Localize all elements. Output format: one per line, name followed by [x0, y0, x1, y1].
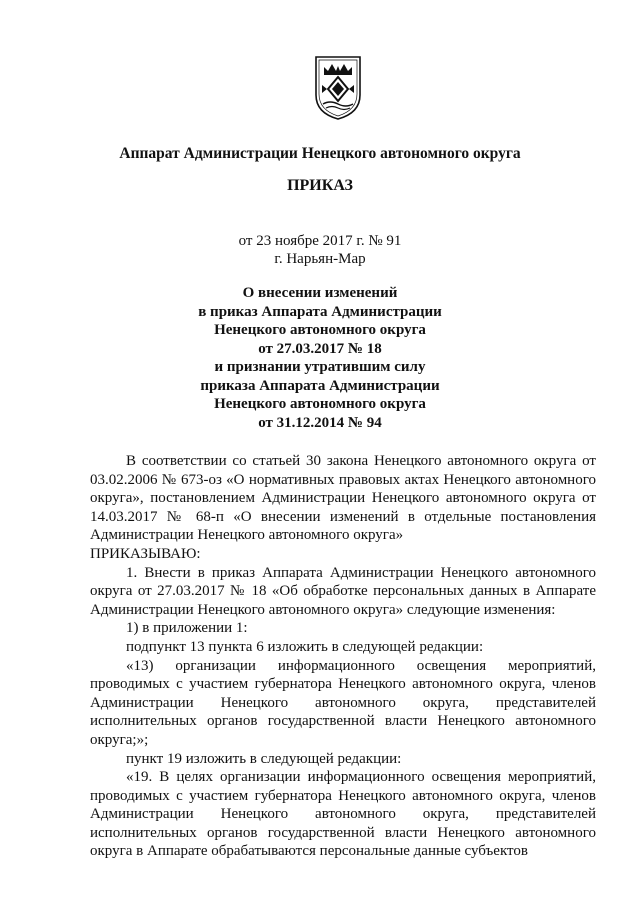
- subitem-13-instruction: подпункт 13 пункта 6 изложить в следующей редакции:: [126, 638, 484, 655]
- coat-of-arms-emblem: [313, 55, 363, 121]
- point-19-text: «19. В целях организации информационного освещения мероприятий, проводимых с участием губернатора Ненецкого автономного округа, членов Администрации Ненецкого автономного округа, представителей исполнительных органов государственной власти Ненецкого автономного округа в Аппарате обрабатываются персональные данные субъектов: [90, 769, 596, 860]
- title-line: Ненецкого автономного округа: [214, 322, 426, 338]
- title-line: в приказ Аппарата Администрации: [198, 303, 442, 320]
- document-title: [0, 284, 640, 432]
- point-19-instruction: пункт 19 изложить в следующей редакции:: [126, 750, 402, 767]
- title-line: от 27.03.2017 № 18: [258, 340, 382, 357]
- document-city: г. Нарьян-Мар: [274, 251, 366, 267]
- title-line: и признании утратившим силу: [214, 359, 426, 375]
- item-1-paragraph: 1. Внести в приказ Аппарата Администрации Ненецкого автономного округа от 27.03.2017 № 18 «Об обработке персональных данных в Аппарате Администрации Ненецкого автономного округа» следующие изменения:: [90, 564, 596, 618]
- title-line: О внесении изменений: [242, 285, 398, 301]
- order-word: ПРИКАЗЫВАЮ:: [90, 545, 201, 562]
- preamble-paragraph: В соответствии со статьей 30 закона Ненецкого автономного округа от 03.02.2006 № 673-оз «О нормативных правовых актах Ненецкого автономного округа», постановлением Администрации Ненецкого автономного округа от 14.03.2017 № 68-п «О внесении изменений в отдельные постановления Администрации Ненецкого автономного округа»: [90, 453, 596, 544]
- organization-heading: Аппарат Администрации Ненецкого автономного округа: [119, 145, 521, 162]
- title-line: от 31.12.2014 № 94: [258, 414, 382, 431]
- title-line: приказа Аппарата Администрации: [200, 377, 440, 394]
- subitem-1-paragraph: 1) в приложении 1:: [126, 620, 248, 637]
- document-date-number: от 23 ноябре 2017 г. № 91: [238, 233, 402, 249]
- title-line: Ненецкого автономного округа: [214, 396, 426, 412]
- document-type-heading: ПРИКАЗ: [287, 177, 353, 194]
- document-body: [90, 452, 596, 861]
- subitem-13-text: «13) организации информационного освещения мероприятий, проводимых с участием губернатора Ненецкого автономного округа, членов Администрации Ненецкого автономного округа, представителей исполнительных органов государственной власти Ненецкого автономного округа;»;: [90, 657, 596, 748]
